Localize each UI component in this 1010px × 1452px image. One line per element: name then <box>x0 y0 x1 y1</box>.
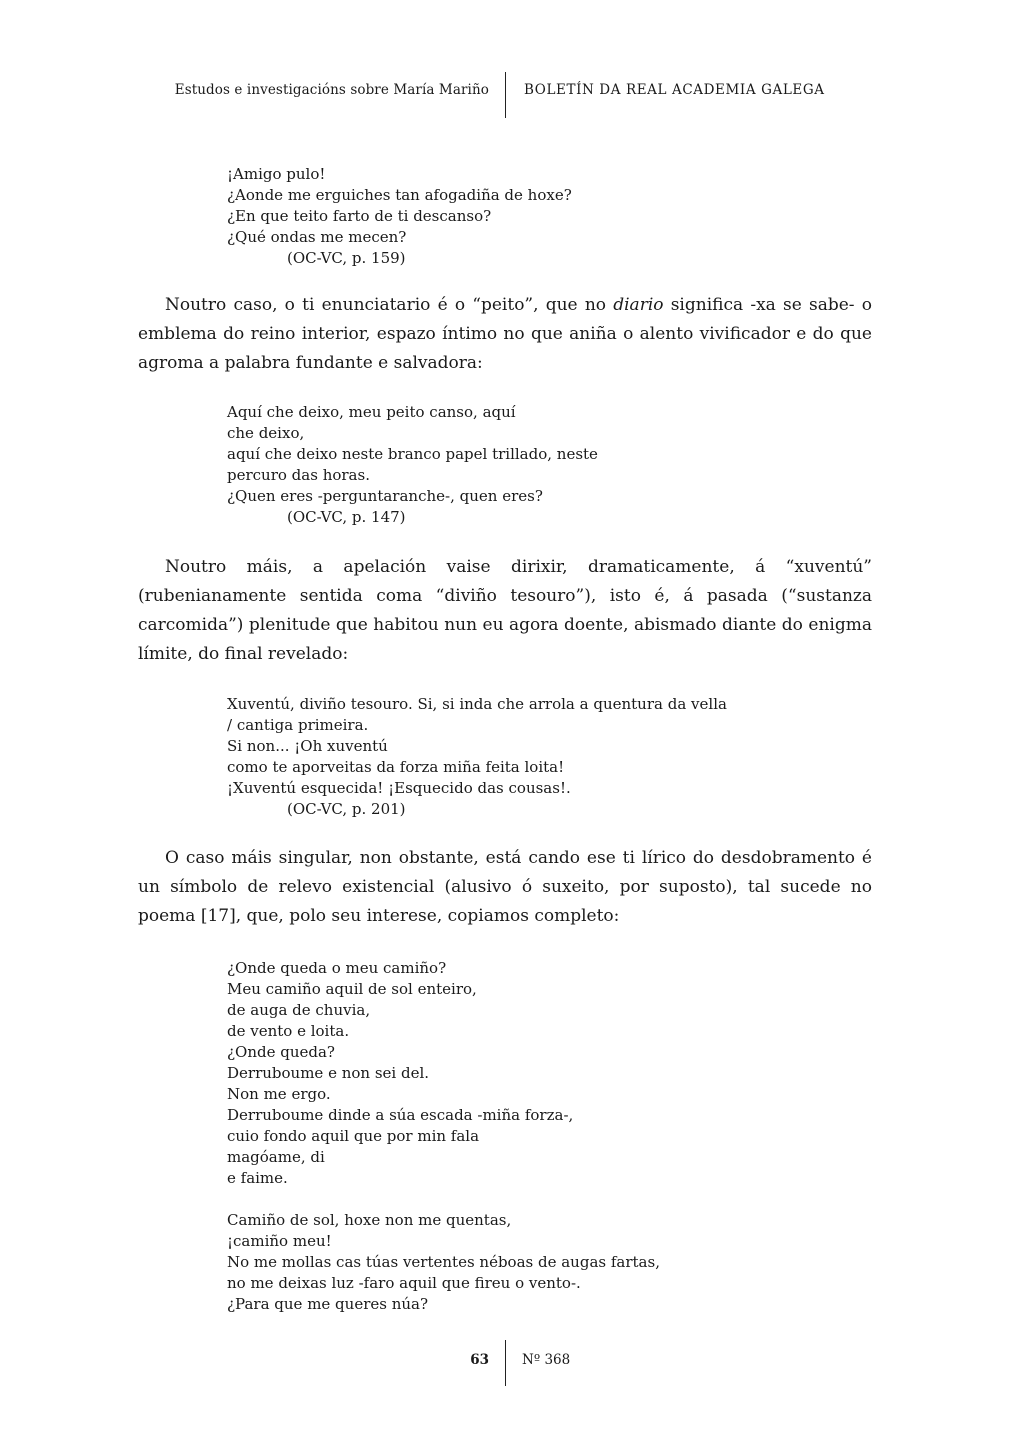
body-paragraph-2: Noutro máis, a apelación vaise dirixir, dramaticamente, á “xuventú” (rubenianamente sentida coma “diviño tesouro”), isto é, á pasada (“sustanza carcomida”) plenitude que habitou nun eu agora doente, abismado diante do enigma límite, do final revelado: <box>138 557 872 664</box>
verse-line: Derruboume e non sei del. <box>227 1064 430 1082</box>
poem-quote-3 <box>227 694 727 820</box>
paragraph-text: significa -xa se sabe- o emblema do reino interior, espazo íntimo no que aniña o alento vivificador e do que agroma a palabra fundante e salvadora: <box>138 295 872 373</box>
verse-line: Aquí che deixo, meu peito canso, aquí <box>227 403 516 421</box>
verse-line: Xuventú, diviño tesouro. Si, si inda che arrola a quentura da vella <box>227 695 727 713</box>
verse-citation: (OC-VC, p. 159) <box>287 249 406 267</box>
verse-line: ¡camiño meu! <box>227 1232 332 1250</box>
verse-line: e faime. <box>227 1169 288 1187</box>
verse-line: Non me ergo. <box>227 1085 331 1103</box>
verse-line: magóame, di <box>227 1148 325 1166</box>
running-head <box>0 72 1010 118</box>
poem-quote-4 <box>227 958 660 1315</box>
paragraph-text: Noutro caso, o ti enunciatario é o “peito”, que no <box>165 295 614 315</box>
verse-line: aquí che deixo neste branco papel trillado, neste <box>227 445 598 463</box>
verse-line: ¿Onde queda? <box>227 1043 335 1061</box>
page-footer <box>0 1340 1010 1386</box>
header-divider <box>505 72 506 118</box>
verse-line: ¿Para que me queres núa? <box>227 1295 429 1313</box>
page-number: 63 <box>470 1352 489 1368</box>
verse-line: ¡Amigo pulo! <box>227 165 326 183</box>
verse-line: che deixo, <box>227 424 305 442</box>
poem-quote-1 <box>227 164 572 269</box>
verse-line: ¿Onde queda o meu camiño? <box>227 959 447 977</box>
issue-number: Nº 368 <box>522 1352 571 1368</box>
body-paragraph-1 <box>138 291 872 378</box>
poem-quote-2 <box>227 402 598 528</box>
verse-line: Meu camiño aquil de sol enteiro, <box>227 980 477 998</box>
verse-line: como te aporveitas da forza miña feita loita! <box>227 758 565 776</box>
verse-line: ¿Quen eres -perguntaranche-, quen eres? <box>227 487 543 505</box>
verse-line: de auga de chuvia, <box>227 1001 371 1019</box>
verse-line: de vento e loita. <box>227 1022 350 1040</box>
italic-term: diario <box>613 295 664 315</box>
verse-line: / cantiga primeira. <box>227 716 369 734</box>
verse-line: ¿En que teito farto de ti descanso? <box>227 207 492 225</box>
verse-citation: (OC-VC, p. 147) <box>287 508 406 526</box>
body-paragraph-3: O caso máis singular, non obstante, está cando ese ti lírico do desdobramento é un símbolo de relevo existencial (alusivo ó suxeito, por suposto), tal sucede no poema [17], que, polo seu interese, copiamos completo: <box>138 848 872 926</box>
running-head-right: BOLETÍN DA REAL ACADEMIA GALEGA <box>524 82 825 98</box>
stanza-break <box>227 1189 660 1210</box>
running-head-left: Estudos e investigacións sobre María Mariño <box>174 82 489 98</box>
verse-line: ¡Xuventú esquecida! ¡Esquecido das cousas!. <box>227 779 571 797</box>
verse-line: percuro das horas. <box>227 466 370 484</box>
footer-divider <box>505 1340 506 1386</box>
verse-line: Derruboume dinde a súa escada -miña forza-, <box>227 1106 574 1124</box>
verse-line: cuio fondo aquil que por min fala <box>227 1127 480 1145</box>
verse-line: No me mollas cas túas vertentes néboas de augas fartas, <box>227 1253 660 1271</box>
verse-line: Camiño de sol, hoxe non me quentas, <box>227 1211 512 1229</box>
verse-line: no me deixas luz -faro aquil que fireu o vento-. <box>227 1274 581 1292</box>
verse-citation: (OC-VC, p. 201) <box>287 800 406 818</box>
verse-line: ¿Qué ondas me mecen? <box>227 228 407 246</box>
verse-line: Si non... ¡Oh xuventú <box>227 737 388 755</box>
verse-line: ¿Aonde me erguiches tan afogadiña de hoxe? <box>227 186 572 204</box>
